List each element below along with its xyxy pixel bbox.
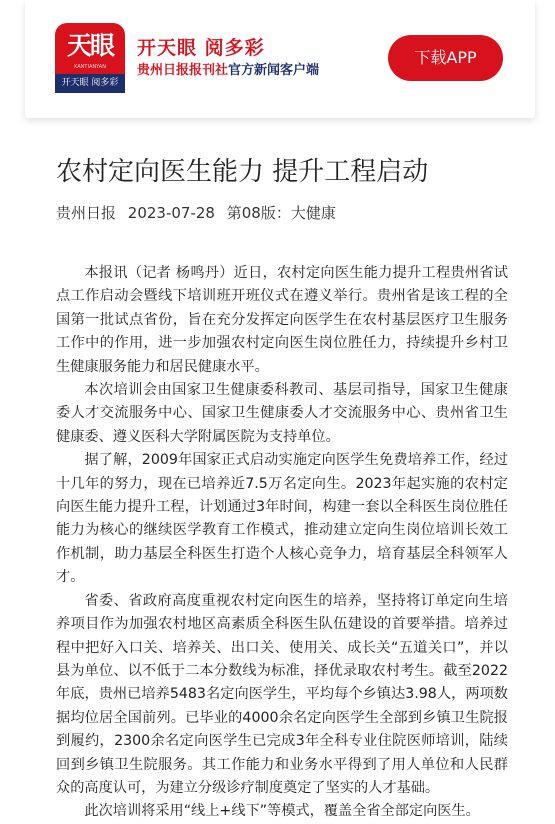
logo-wordmark: 天眼 bbox=[66, 31, 113, 60]
download-app-button[interactable]: 下载APP bbox=[388, 35, 503, 81]
logo-strip: 开天眼 阅多彩 bbox=[55, 74, 125, 93]
article-title: 农村定向医生能力 提升工程启动 bbox=[56, 157, 429, 187]
logo-subtext: KANTIANYAN bbox=[74, 64, 106, 70]
article-date: 2023-07-28 bbox=[127, 204, 215, 222]
site-header bbox=[25, 0, 535, 118]
brand-slogan: 开天眼 阅多彩 bbox=[137, 37, 265, 59]
article-source: 贵州日报 bbox=[56, 204, 117, 222]
article-edition: 第08版：大健康 bbox=[226, 204, 336, 222]
article-body bbox=[56, 262, 508, 820]
article-paragraph: 据了解，2009年国家正式启动实施定向医学生免费培养工作，经过十几年的努力，现在已培养近7.5万名定向生。2023年起实施的农村定向医生能力提升工程，计划通过3年时间，构建一套以全科医生岗位胜任能力为核心的继续医学教育工作模式，推动建立定向生岗位培训长效工作机制，助力基层全科医生打造个人核心竞争力，培育基层全科领军人才。 bbox=[56, 452, 508, 586]
article-meta bbox=[56, 202, 343, 224]
brand-description bbox=[137, 62, 319, 80]
brand-desc: 官方新闻客户端 bbox=[228, 63, 320, 78]
article-paragraph: 本次培训会由国家卫生健康委科教司、基层司指导，国家卫生健康委人才交流服务中心、国家卫生健康委人才交流服务中心、贵州省卫生健康委、遵义医科大学附属医院为支持单位。 bbox=[56, 382, 508, 445]
article-paragraph: 此次培训将采用“线上+线下”等模式，覆盖全省全部定向医生。 bbox=[84, 803, 480, 820]
article-paragraph: 本报讯（记者 杨鸣丹）近日，农村定向医生能力提升工程贵州省试点工作启动会暨线下培训班开班仪式在遵义举行。贵州省是该工程的全国第一批试点省份，旨在充分发挥定向医学生在农村基层医疗卫生服务工作中的作用，进一步加强农村定向医生岗位胜任力，持续提升乡村卫生健康服务能力和居民健康水平。 bbox=[56, 265, 508, 375]
article-paragraph: 省委、省政府高度重视农村定向医生的培养，坚持将订单定向生培养项目作为加强农村地区高素质全科医生队伍建设的首要举措。培养过程中把好入口关、培养关、出口关、使用关、成长关“五道关口”，并以县为单位、以不低于二本分数线为标准，择优录取农村考生。截至2022年底，贵州已培养5483名定向医学生，平均每个乡镇达3.98人，两项数据均位居全国前列。已毕业的4000余名定向医学生全部到乡镇卫生院报到履约，2300余名定向医学生已完成3年全科专业住院医师培训，陆续回到乡镇卫生院服务。其工作能力和业务水平得到了用人单位和人民群众的高度认可，为建立分级诊疗制度奠定了坚实的人才基础。 bbox=[56, 592, 508, 796]
app-logo[interactable] bbox=[55, 23, 125, 93]
brand-org: 贵州日报报刊社 bbox=[137, 63, 229, 78]
